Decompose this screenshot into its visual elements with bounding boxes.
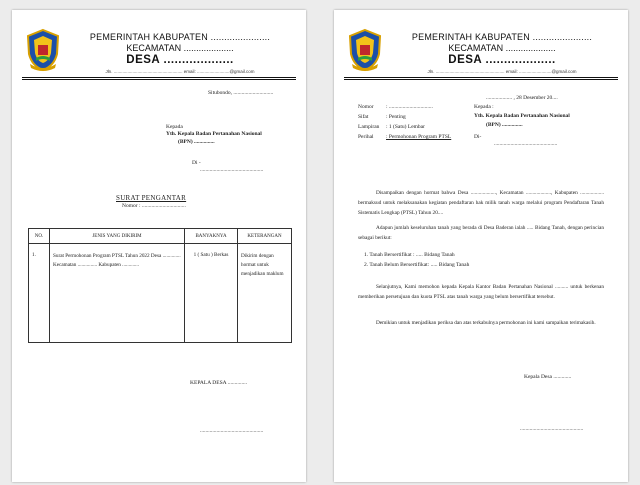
recipient-line	[166, 131, 262, 137]
list-item: 2. Tanah Belum Bersertifikat: ..... Bidang Tanah	[364, 262, 470, 268]
recipient-address-line: ..............................................	[200, 167, 264, 173]
header-village: DESA ...................	[448, 54, 556, 66]
signature-line: ..............................................	[200, 428, 264, 434]
recipient-prefix: Yth.	[474, 113, 485, 119]
letter-number: Nomor : ................................	[122, 203, 186, 209]
field-label: Nomor	[358, 104, 374, 110]
recipient-di: Di -	[192, 160, 201, 166]
place-date: Situbondo, .............................	[208, 90, 274, 96]
letter-date: ................... , 28 Desember 20....	[486, 95, 558, 101]
document-page-2	[334, 10, 628, 482]
column-header: KETERANGAN	[238, 229, 292, 244]
field-value: : 1 (Satu) Lembar	[386, 124, 425, 130]
field-value: : Permohonan Program PTSL	[386, 134, 452, 140]
paragraph-land-count: Adapun jumlah keseluruhan tanah yang berada di Desa Baderan ialah ..... Bidang Tanah, dengan perincian sebagai berikut:	[358, 225, 604, 241]
list-item: 1. Tanah Bersertifikat : ..... Bidang Tanah	[364, 252, 455, 258]
recipient-kepada: Kepada	[166, 124, 183, 130]
paragraph-intro: Disampaikan dengan hormat bahwa Desa ..................., Kecamatan ..................., Kabupaten .................. bermaksud untuk melaksanakan kegiatan pendaftaran hak milik tanah warga melalui program Pendaftaran Tanah Sistematis Lengkap (PTSL) Tahun 20....	[358, 190, 604, 216]
header-divider	[22, 77, 296, 78]
row-item: Surat Permohonan Program PTSL Tahun 2022 Desa .............. Kecamatan ............... Kabupaten .............	[50, 244, 185, 343]
regency-emblem-icon	[24, 28, 62, 72]
signer-title: Kepala Desa .............	[524, 374, 572, 380]
header-divider-thin	[22, 79, 296, 80]
header-divider-thin	[344, 79, 618, 80]
header-divider	[344, 77, 618, 78]
signature-line: ..............................................	[520, 426, 584, 432]
row-quantity: 1 ( Satu ) Berkas	[185, 244, 238, 343]
regency-emblem-icon	[346, 28, 384, 72]
recipient-name: Kepala Badan Pertanahan Nasional	[485, 113, 570, 119]
recipient-bpn: (BPN) ...............	[486, 122, 523, 128]
signer-title: KEPALA DESA ..............	[190, 380, 247, 386]
paragraph-closing: Demikian untuk menjadikan periksa dan atas terkabulnya permohonan ini kami sampaikan terimakasih.	[376, 320, 596, 326]
field-label: Perihal	[358, 134, 374, 140]
recipient-prefix: Yth.	[166, 131, 177, 137]
field-value: : Penting	[386, 114, 406, 120]
column-header: NO.	[29, 229, 50, 244]
row-number: 1.	[29, 244, 50, 343]
recipient-kepada: Kepada :	[474, 104, 494, 110]
recipient-di: Di-	[474, 134, 482, 140]
header-contact: Jln. ....................................................... email: ..........................@gmail.com	[105, 69, 255, 74]
column-header: BANYAKNYA	[185, 229, 238, 244]
field-value: : ................................	[386, 104, 433, 110]
column-header: JENIS YANG DIKIRIM	[50, 229, 185, 244]
recipient-bpn: (BPN) ...............	[178, 139, 215, 145]
field-label: Sifat	[358, 114, 369, 120]
header-government: PEMERINTAH KABUPATEN ......................	[89, 32, 271, 42]
header-village: DESA ...................	[126, 54, 234, 66]
header-district: KECAMATAN ....................	[126, 43, 234, 53]
header-government: PEMERINTAH KABUPATEN ......................	[411, 32, 593, 42]
header-contact: Jln. ....................................................... email: ..........................@gmail.com	[427, 69, 577, 74]
letter-title: SURAT PENGANTAR	[116, 194, 187, 202]
table-row	[29, 244, 292, 343]
recipient-line	[474, 113, 570, 119]
document-page-1	[12, 10, 306, 482]
recipient-name: Kepala Badan Pertanahan Nasional	[177, 131, 262, 137]
table-header-row	[29, 229, 292, 244]
header-district: KECAMATAN ....................	[448, 43, 556, 53]
paragraph-request: Selanjutnya, Kami memohon kepada Kepala Kantor Badan Pertanahan Nasional .......... untuk berkenan memberikan persetujuan dan kuota PTSL atas tanah warga yang belum bersertifikat tersebut.	[358, 284, 604, 300]
shipment-table	[28, 228, 292, 343]
field-label: Lampiran	[358, 124, 380, 130]
row-remarks: Dikirim dengan hormat untuk menjadikan maklum	[238, 244, 292, 343]
recipient-address-line: ..............................................	[494, 141, 558, 147]
